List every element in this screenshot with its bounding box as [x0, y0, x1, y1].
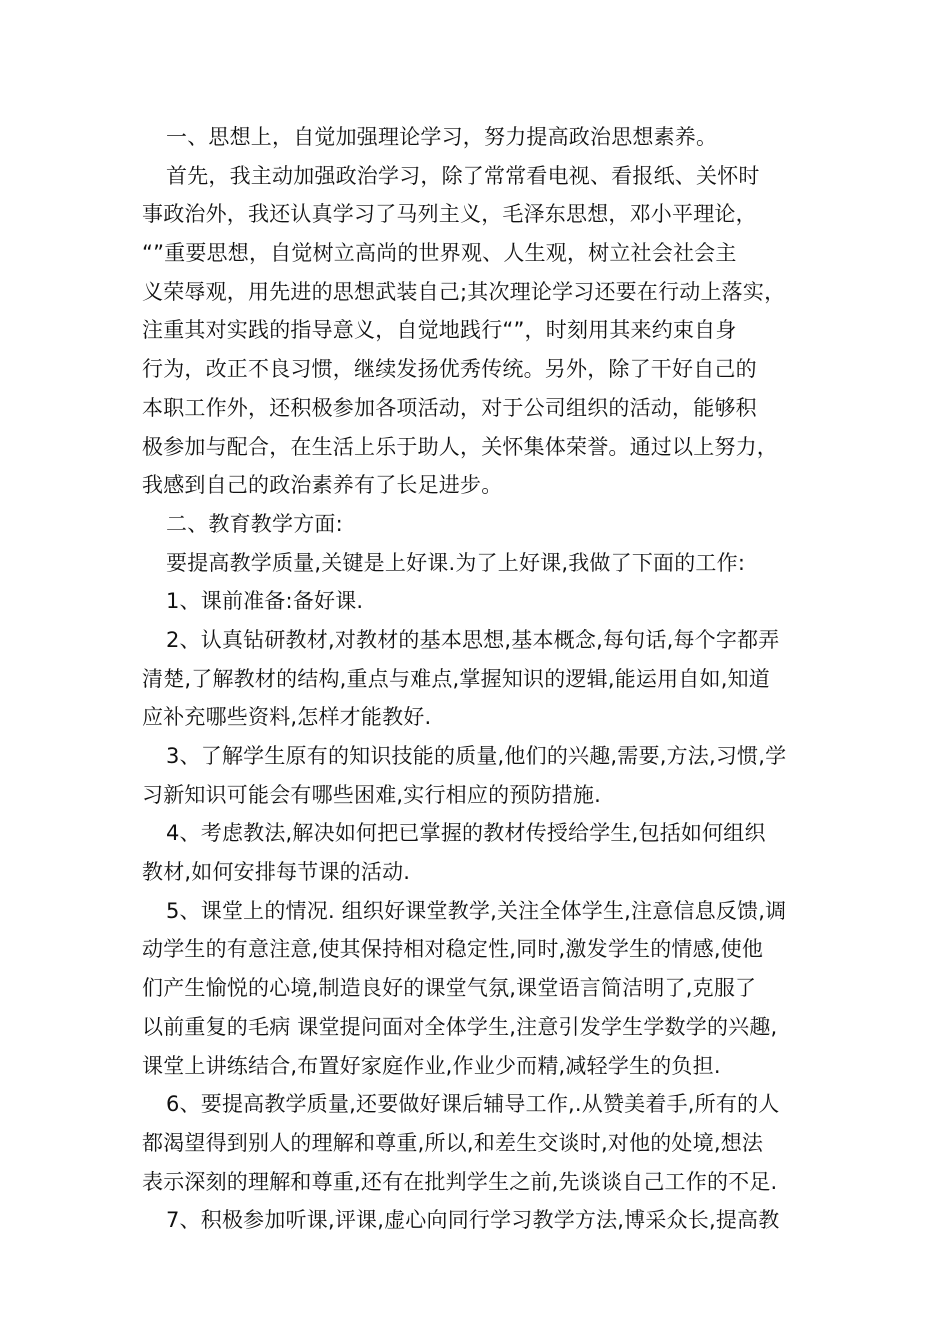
text-line: 应补充哪些资料,怎样才能教好.: [142, 705, 432, 730]
text-line: 极参加与配合，在生活上乐于助人，关怀集体荣誉。通过以上努力，: [142, 434, 778, 459]
text-line: 2、认真钻研教材,对教材的基本思想,基本概念,每句话,每个字都弄: [166, 627, 780, 652]
text-line: 教材,如何安排每节课的活动.: [142, 860, 411, 885]
text-line: 清楚,了解教材的结构,重点与难点,掌握知识的逻辑,能运用自如,知道: [142, 666, 770, 691]
text-line: 1、课前准备:备好课.: [166, 589, 364, 614]
text-line: 注重其对实践的指导意义，自觉地践行“”，时刻用其来约束自身: [142, 318, 737, 343]
document-body: [142, 118, 822, 1240]
text-line: 要提高教学质量,关键是上好课.为了上好课,我做了下面的工作:: [166, 550, 746, 575]
text-line: 二、教育教学方面:: [166, 511, 343, 536]
text-line: 们产生愉悦的心境,制造良好的课堂气氛,课堂语言简洁明了,克服了: [142, 976, 757, 1001]
text-line: 以前重复的毛病 课堂提问面对全体学生,注意引发学生学数学的兴趣,: [142, 1014, 778, 1039]
text-line: 6、要提高教学质量,还要做好课后辅导工作,.从赞美着手,所有的人: [166, 1092, 780, 1117]
text-line: 表示深刻的理解和尊重,还有在批判学生之前,先谈谈自己工作的不足.: [142, 1169, 778, 1194]
text-line: 我感到自己的政治素养有了长足进步。: [142, 473, 503, 498]
text-line: 首先，我主动加强政治学习，除了常常看电视、看报纸、关怀时: [166, 163, 760, 188]
text-line: 3、了解学生原有的知识技能的质量,他们的兴趣,需要,方法,习惯,学: [166, 744, 787, 768]
text-line: 习新知识可能会有哪些困难,实行相应的预防措施.: [142, 782, 601, 807]
text-line: 一、思想上，自觉加强理论学习，努力提高政治思想素养。: [166, 125, 718, 149]
text-line: 本职工作外，还积极参加各项活动，对于公司组织的活动，能够积: [142, 395, 757, 420]
text-line: 4、考虑教法,解决如何把已掌握的教材传授给学生,包括如何组织: [166, 821, 766, 846]
text-line: 行为，改正不良习惯，继续发扬优秀传统。另外，除了干好自己的: [142, 357, 757, 382]
text-line: 动学生的有意注意,使其保持相对稳定性,同时,激发学生的情感,使他: [142, 937, 764, 962]
text-line: 都渴望得到别人的理解和尊重,所以,和差生交谈时,对他的处境,想法: [142, 1130, 764, 1155]
text-line: 5、课堂上的情况. 组织好课堂教学,关注全体学生,注意信息反馈,调: [166, 898, 787, 923]
text-line: 7、积极参加听课,评课,虚心向同行学习教学方法,博采众长,提高教: [166, 1208, 780, 1233]
text-line: 事政治外，我还认真学习了马列主义，毛泽东思想，邓小平理论，: [142, 202, 757, 227]
text-line: 课堂上讲练结合,布置好家庭作业,作业少而精,减轻学生的负担.: [142, 1053, 721, 1078]
text-line: 义荣辱观，用先进的思想武装自己;其次理论学习还要在行动上落实，: [142, 279, 786, 304]
text-line: “”重要思想，自觉树立高尚的世界观、人生观，树立社会社会主: [142, 241, 737, 266]
